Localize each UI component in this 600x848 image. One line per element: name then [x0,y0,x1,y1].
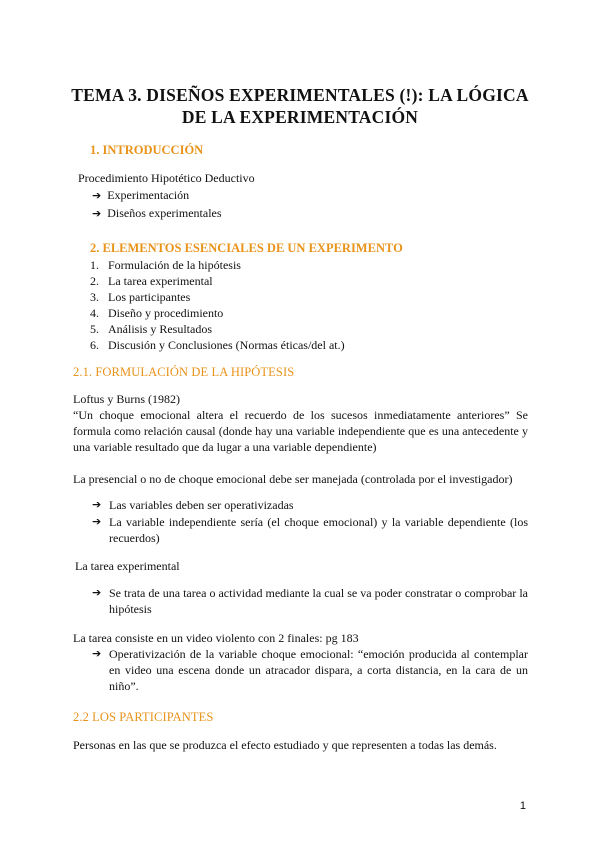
list-item: 1. Formulación de la hipótesis [90,258,241,272]
intro-label: Procedimiento Hipotético Deductivo [78,171,255,185]
list-item: ➔ Las variables deben ser operativizadas [92,498,294,512]
list-item: 3. Los participantes [90,290,191,304]
section-2-1-heading: 2.1. FORMULACIÓN DE LA HIPÓTESIS [73,365,295,379]
arrow-bullet-icon: ➔ [92,207,102,220]
page-number: 1 [519,800,526,812]
section-2-2-heading: 2.2 LOS PARTICIPANTES [73,710,214,724]
arrow-bullet-icon: ➔ [92,189,102,202]
hypothesis-paragraph: “Un choque emocional altera el recuerdo de los sucesos inmediatamente anteriores” Se formula como relación causal (donde hay una variable independiente que es una antecedente y una variable resultado que da lugar a una variable dependiente) [73,408,528,454]
list-item: ➔ Diseños experimentales [92,206,222,220]
video-paragraph: La tarea consiste en un video violento con 2 finales: pg 183 [73,631,359,645]
arrow-bullet-icon: ➔ [92,515,102,528]
task-label: La tarea experimental [75,559,180,573]
participants-paragraph: Personas en las que se produzca el efecto estudiado y que representen a todas las demás. [73,738,497,752]
section-2-heading: 2. ELEMENTOS ESENCIALES DE UN EXPERIMENTO [90,241,403,255]
list-item: ➔ La variable independiente sería (el choque emocional) y la variable dependiente (los recuerdos) [92,515,528,545]
arrow-bullet-icon: ➔ [92,586,102,599]
list-item: ➔ Experimentación [92,188,190,202]
arrow-bullet-icon: ➔ [92,498,102,511]
list-item: 2. La tarea experimental [90,274,213,288]
presence-paragraph: La presencial o no de choque emocional debe ser manejada (controlada por el investigador) [73,472,513,486]
page-title: TEMA 3. DISEÑOS EXPERIMENTALES (!): LA LÓGICA DE LA EXPERIMENTACIÓN [71,85,529,127]
reference-text: Loftus y Burns (1982) [73,392,180,406]
section-1-heading: 1. INTRODUCCIÓN [90,143,204,157]
list-item: 4. Diseño y procedimiento [90,306,224,320]
arrow-bullet-icon: ➔ [92,647,102,660]
list-item: ➔ Se trata de una tarea o actividad mediante la cual se va poder constratar o comprobar la hipótesis [92,586,528,616]
list-item: 5. Análisis y Resultados [90,322,212,336]
list-item: ➔ Operativización de la variable choque emocional: “emoción producida al contemplar en video una escena donde un atracador dispara, a corta distancia, en la cara de un niño”. [92,647,528,693]
list-item: 6. Discusión y Conclusiones (Normas éticas/del at.) [90,338,345,352]
